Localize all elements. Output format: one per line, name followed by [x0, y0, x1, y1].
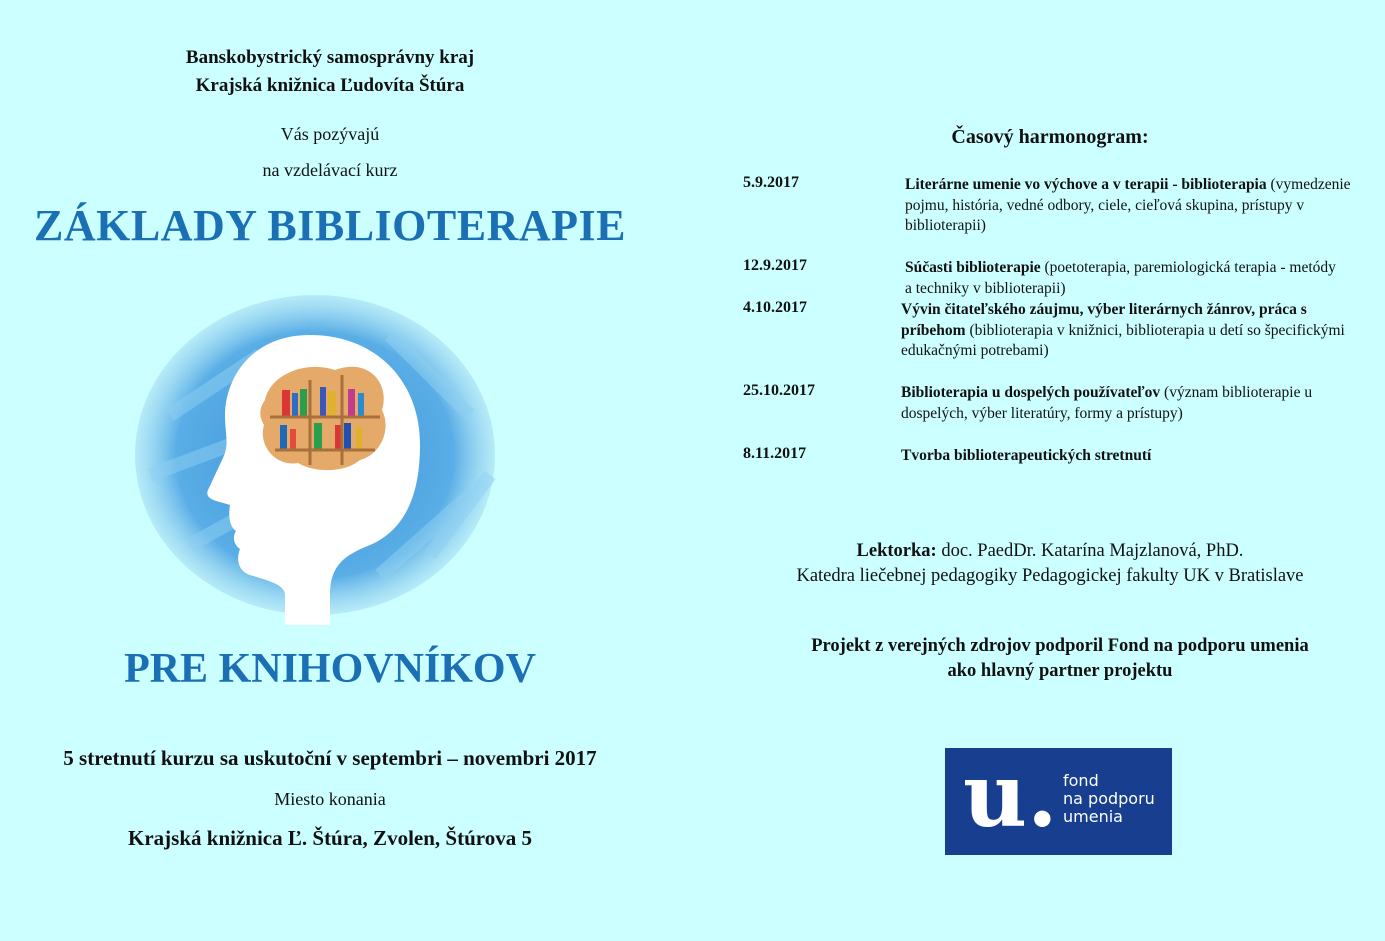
place-label: Miesto konania [274, 789, 386, 809]
project-line-2: ako hlavný partner projektu [947, 661, 1173, 681]
invite-line-2: na vzdelávací kurz [262, 160, 398, 180]
lecturer-label: Lektorka: [856, 541, 937, 561]
logo-letter: u. [963, 743, 1058, 847]
schedule-detail-3: (biblioterapia v knižnici, biblioterapia u detí so špecifickými edukačnými potrebami) [901, 321, 1345, 359]
place-address: Krajská knižnica Ľ. Štúra, Zvolen, Štúrova 5 [128, 826, 532, 850]
logo-text-line-1: fond [1063, 771, 1099, 790]
schedule-date-5: 8.11.2017 [743, 445, 807, 462]
schedule-topic-3: Vývin čitateľského záujmu, výber literárnych žánrov, práca s príbehom [901, 301, 1307, 339]
project-line-1: Projekt z verejných zdrojov podporil Fond na podporu umenia [811, 636, 1309, 656]
schedule-item-4 [901, 383, 1356, 424]
lecturer-department: Katedra liečebnej pedagogiky Pedagogickej fakulty UK v Bratislave [796, 566, 1304, 586]
schedule-topic-1: Literárne umenie vo výchove a v terapii - biblioterapia [905, 176, 1267, 193]
lecturer-name: doc. PaedDr. Katarína Majzlanová, PhD. [941, 541, 1244, 561]
schedule-date-2: 12.9.2017 [743, 257, 807, 274]
schedule-item-3 [901, 300, 1351, 362]
schedule-item-1 [905, 175, 1360, 237]
head-bookshelf-illustration [130, 295, 500, 625]
schedule-date-1: 5.9.2017 [743, 174, 799, 191]
schedule-topic-2: Súčasti biblioterapie [905, 259, 1041, 276]
logo-text [1063, 772, 1155, 826]
schedule-item-5 [901, 446, 1356, 467]
lecturer-line [740, 538, 1360, 564]
logo-text-line-2: na podporu [1063, 789, 1155, 808]
schedule-date-3: 4.10.2017 [743, 299, 807, 316]
invite-line-1: Vás pozývajú [280, 124, 380, 144]
schedule-title: Časový harmonogram: [951, 126, 1149, 148]
logo-text-line-3: umenia [1063, 807, 1123, 826]
organizer-line-2: Krajská knižnica Ľudovíta Štúra [195, 75, 465, 96]
schedule-date-4: 25.10.2017 [743, 382, 815, 399]
schedule-detail-4: (význam biblioterapie u dospelých, výber literatúry, formy a prístupy) [901, 384, 1313, 422]
schedule-item-2 [905, 258, 1345, 299]
organizer-line-1: Banskobystrický samosprávny kraj [185, 47, 475, 68]
schedule-detail-2: (poetoterapia, paremiologická terapia - metódy a techniky v biblioterapii) [905, 259, 1336, 297]
schedule-detail-1: (vymedzenie pojmu, história, vedné odbory, ciele, cieľová skupina, prístupy v biblioterapii) [905, 176, 1351, 234]
meetings-info: 5 stretnutí kurzu sa uskutoční v septembri – novembri 2017 [63, 746, 597, 770]
schedule-topic-5: Tvorba biblioterapeutických stretnutí [901, 447, 1152, 464]
course-subtitle: PRE KNIHOVNÍKOV [124, 646, 536, 692]
course-title: ZÁKLADY BIBLIOTERAPIE [34, 201, 626, 250]
schedule-topic-4: Biblioterapia u dospelých používateľov [901, 384, 1161, 401]
fpu-logo [945, 743, 1172, 855]
